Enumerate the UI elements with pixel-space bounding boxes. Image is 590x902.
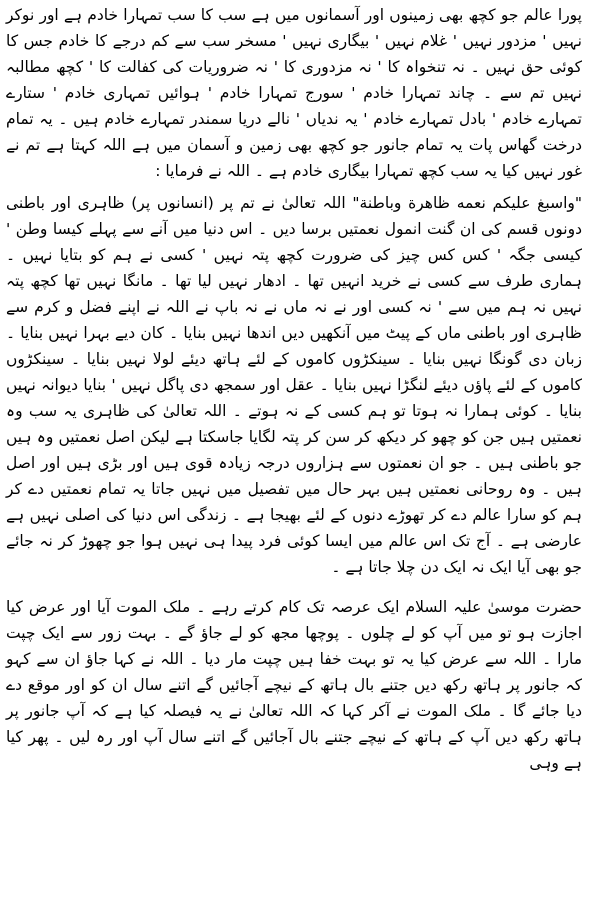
- paragraph-servants-of-man: پورا عالم جو کچھ بھی زمینوں اور آسمانوں میں ہے سب کا سب تمہارا خادم ہے اور نوکر نہیں ' مزدور نہیں ' غلام نہیں ' بیگاری نہیں ' مسخر سب سے کم درجے کا خادم جس کا کوئی حق نہیں ۔ نہ تنخواہ کا ' نہ مزدوری کا ' نہ ضروریات کی کفالت کا ' کچھ مطالبہ نہیں تم سے ۔ چاند تمہارا خادم ' سورج تمہارا خادم ' ہوائیں تمہاری خادم ' ستارے تمہارے خادم ' بادل تمہارے خادم ' یہ ندیاں ' نالے دریا سمندر تمہارے خادم ہیں ۔ یہ تمام درخت گھاس پات یہ تمام جانور جو کچھ بھی زمین و آسمان میں ہے اللہ کہتا ہے تم نے غور نہیں کیا یہ سب کچھ تمہارا بیگاری خادم ہے ۔ اللہ نے فرمایا :: [6, 6, 582, 180]
- paragraph-blessings: "واسبغ علیکم نعمه ظاهرة وباطنة" اللہ تعالیٰ نے تم پر (انسانوں پر) ظاہری اور باطنی دونوں قسم کی ان گنت انمول نعمتیں برسا دیں ۔ اس دنیا میں آنے سے پہلے کیسا وطن ' کیسی جگہ ' کس کس چیز کی ضرورت کچھ پتہ نہیں ' کسی نے ہم کو بتایا نہیں ۔ ہماری طرف سے کسی نے خرید انہیں تھا ۔ ادھار نہیں لیا تھا ۔ مانگا نہیں تھا کچھ پتہ نہیں نہ ہم میں سے ' نہ کسی اور نے نہ ماں نے نہ باپ نے اللہ نے اپنے فضل و کرم سے ظاہری اور باطنی ماں کے پیٹ میں آنکھیں دیں اندھا نہیں بنایا ۔ کان دیے بہرا نہیں بنایا ۔ زبان دی گونگا نہیں بنایا ۔ سینکڑوں کاموں کے لئے ہاتھ دیئے لولا نہیں بنایا ۔ سینکڑوں کاموں کے لئے پاؤں دیئے لنگڑا نہیں بنایا ۔ عقل اور سمجھ دی پاگل نہیں ' بنایا دیوانہ نہیں بنایا ۔ کوئی ہمارا نہ ہوتا تو ہم کسی کے نہ ہوتے ۔ اللہ تعالیٰ کی ظاہری یہ سب وہ نعمتیں ہیں جن کو چھو کر دیکھ کر سن کر پتہ لگایا جاسکتا ہے لیکن اصل نعمتیں وہ ہیں جو باطنی ہیں ۔ جو ان نعمتوں سے ہزاروں درجہ زیادہ قوی ہیں اور بڑی ہیں اور اصل ہیں ۔ وہ روحانی نعمتیں ہیں بہر حال میں تفصیل میں نہیں جاتا یہ تمام نعمتیں دے کر ہم کو سارا عالم دے کر تھوڑے دنوں کے لئے بھیجا ہے ۔ زندگی اس دنیا کی اصلی نہیں ہے عارضی ہے ۔ آج تک اس عالم میں ایسا کوئی فرد پیدا ہی نہیں ہوا جو چھوڑ کر نہ جائے جو بھی آیا ایک نہ ایک دن چلا جاتا ہے ۔: [6, 194, 582, 576]
- paragraph-musa-story: حضرت موسیٰ علیہ السلام ایک عرصہ تک کام کرتے رہے ۔ ملک الموت آیا اور عرض کیا اجازت ہو تو میں آپ کو لے چلوں ۔ پوچھا مجھ کو لے جاؤ گے ۔ بہت زور سے ایک چپت مارا ۔ اللہ سے عرض کیا یہ تو بہت خفا ہیں چپت مار دیا ۔ اللہ نے کہا جاؤ ان سے کہو کہ جانور پر ہاتھ رکھ دیں جتنے بال ہاتھ کے نیچے آجائیں گے اتنے سال ان کو اور موقع دے دیا جائے گا ۔ ملک الموت نے آکر کہا کہ اللہ تعالیٰ نے یہ فیصلہ کیا ہے کہ آپ جانور پر ہاتھ رکھ دیں آپ کے ہاتھ کے نیچے جتنے بال آجائیں گے اتنے سال آپ اور رہ لیں ۔ پھر کیا ہے وہی: [6, 598, 582, 772]
